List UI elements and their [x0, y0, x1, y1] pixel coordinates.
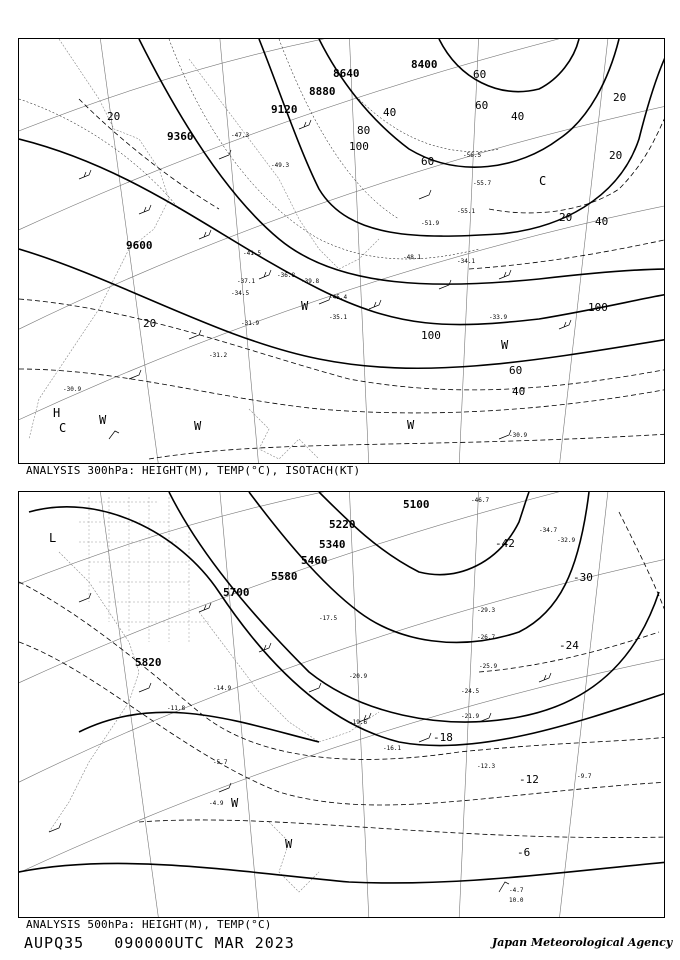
isotach-label: 20: [609, 149, 623, 162]
agency-name: Japan Meteorological Agency: [492, 936, 673, 949]
wind-barbs: [49, 593, 551, 892]
isotach-label: 60: [473, 68, 487, 81]
isotherm-label: -12: [519, 773, 539, 786]
isotach-label: 100: [588, 301, 608, 314]
station-value: -25.9: [479, 663, 498, 670]
height-label: 8640: [333, 67, 360, 80]
station-value: -19.6: [349, 719, 368, 726]
map-300hpa: [18, 38, 665, 464]
isotach-label: 100: [349, 140, 369, 153]
isotach-label: 60: [509, 364, 523, 377]
temp-label: -49.3: [271, 162, 290, 169]
isotach-label: 20: [143, 317, 157, 330]
height-label: 8400: [411, 58, 438, 71]
caption-500hpa: ANALYSIS 500hPa: HEIGHT(M), TEMP(°C): [26, 918, 272, 931]
isotherm-label: -18: [433, 731, 453, 744]
graticule: [19, 39, 664, 463]
temp-label: -39.8: [301, 278, 320, 285]
station-value: -24.5: [461, 688, 480, 695]
temp-label: -51.9: [421, 220, 440, 227]
temp-label: -33.9: [489, 314, 508, 321]
pressure-symbols: [49, 531, 293, 851]
temp-label: -56.5: [463, 152, 482, 159]
height-label: 5820: [135, 656, 162, 669]
station-value: -4.9: [209, 800, 224, 807]
height-label: 9120: [271, 103, 298, 116]
cold-symbol: C: [539, 174, 547, 188]
temp-label: -55.7: [473, 180, 492, 187]
temp-label: -48.1: [403, 254, 422, 261]
low-symbol: L: [49, 531, 57, 545]
isotach-label: 20: [613, 91, 627, 104]
isotherm-contours: [19, 512, 664, 838]
chart-id: AUPQ35: [24, 934, 85, 952]
chart-identifier: [24, 934, 295, 952]
isotach-label: 80: [357, 124, 371, 137]
isotach-labels: [107, 68, 626, 398]
height-label: 5580: [271, 570, 298, 583]
height-label: 8880: [309, 85, 336, 98]
warm-symbol: W: [231, 796, 239, 810]
temp-label: -34.5: [231, 290, 250, 297]
temp-label: -34.1: [457, 258, 476, 265]
height-label: 9600: [126, 239, 153, 252]
isotach-label: 40: [511, 110, 525, 123]
isotach-label: 40: [512, 385, 526, 398]
height-label: 5700: [223, 586, 250, 599]
temp-label: -41.5: [243, 250, 262, 257]
coastline: [49, 552, 379, 892]
station-value: -29.3: [477, 607, 496, 614]
isotherm-labels: [433, 537, 593, 859]
isotach-label: 40: [383, 106, 397, 119]
station-value: -4.7: [509, 887, 524, 894]
warm-symbol: W: [501, 338, 509, 352]
high-symbol: H: [53, 406, 61, 420]
temp-label: -30.9: [509, 432, 528, 439]
station-value: -21.9: [461, 713, 480, 720]
isotach-label: 20: [559, 211, 573, 224]
warm-symbol: W: [407, 418, 415, 432]
station-value: -14.9: [213, 685, 232, 692]
temp-label: -31.2: [209, 352, 228, 359]
station-value: -32.9: [557, 537, 576, 544]
temp-label: -35.1: [329, 314, 348, 321]
temp-label: -37.1: [237, 278, 256, 285]
station-value: -26.7: [477, 634, 496, 641]
temp-label: -36.8: [277, 272, 296, 279]
wind-barbs: [79, 120, 571, 439]
station-value: 10.0: [509, 897, 524, 904]
isotherm-label: -42: [495, 537, 515, 550]
map-300hpa-canvas: [19, 39, 664, 463]
warm-symbol: W: [285, 837, 293, 851]
warm-symbol: W: [194, 419, 202, 433]
station-value: -20.9: [349, 673, 368, 680]
isotherm-label: -6: [517, 846, 531, 859]
temp-labels: [63, 132, 527, 439]
isotach-label: 100: [421, 329, 441, 342]
station-value: -12.3: [477, 763, 496, 770]
station-values: [167, 497, 592, 904]
station-value: -5.7: [213, 759, 228, 766]
isotach-label: 20: [107, 110, 121, 123]
station-value: -34.7: [539, 527, 558, 534]
station-value: -16.1: [383, 745, 402, 752]
cold-symbol: C: [59, 421, 67, 435]
isotach-label: 60: [421, 155, 435, 168]
height-label: 5100: [403, 498, 430, 511]
height-label: 5340: [319, 538, 346, 551]
height-label: 5220: [329, 518, 356, 531]
caption-300hpa: ANALYSIS 300hPa: HEIGHT(M), TEMP(°C), ISOTACH(KT): [26, 464, 361, 477]
temp-label: -47.3: [231, 132, 250, 139]
station-value: -11.8: [167, 705, 186, 712]
temp-label: -45.4: [329, 294, 348, 301]
hatched-region: [79, 497, 209, 642]
warm-symbol: W: [301, 299, 309, 313]
station-value: -46.7: [471, 497, 490, 504]
height-label: 9360: [167, 130, 194, 143]
isotach-label: 40: [595, 215, 609, 228]
temp-label: -31.9: [241, 320, 260, 327]
isotherm-label: -24: [559, 639, 579, 652]
map-500hpa-canvas: [19, 492, 664, 917]
isotach-label: 60: [475, 99, 489, 112]
warm-symbol: W: [99, 413, 107, 427]
map-500hpa: [18, 491, 665, 918]
graticule: [19, 492, 664, 917]
temp-label: -55.1: [457, 208, 476, 215]
station-value: -9.7: [577, 773, 592, 780]
temp-label: -30.9: [63, 386, 82, 393]
height-label: 5460: [301, 554, 328, 567]
station-value: -17.5: [319, 615, 338, 622]
isotherm-label: -30: [573, 571, 593, 584]
chart-datetime: 090000UTC MAR 2023: [114, 934, 295, 952]
